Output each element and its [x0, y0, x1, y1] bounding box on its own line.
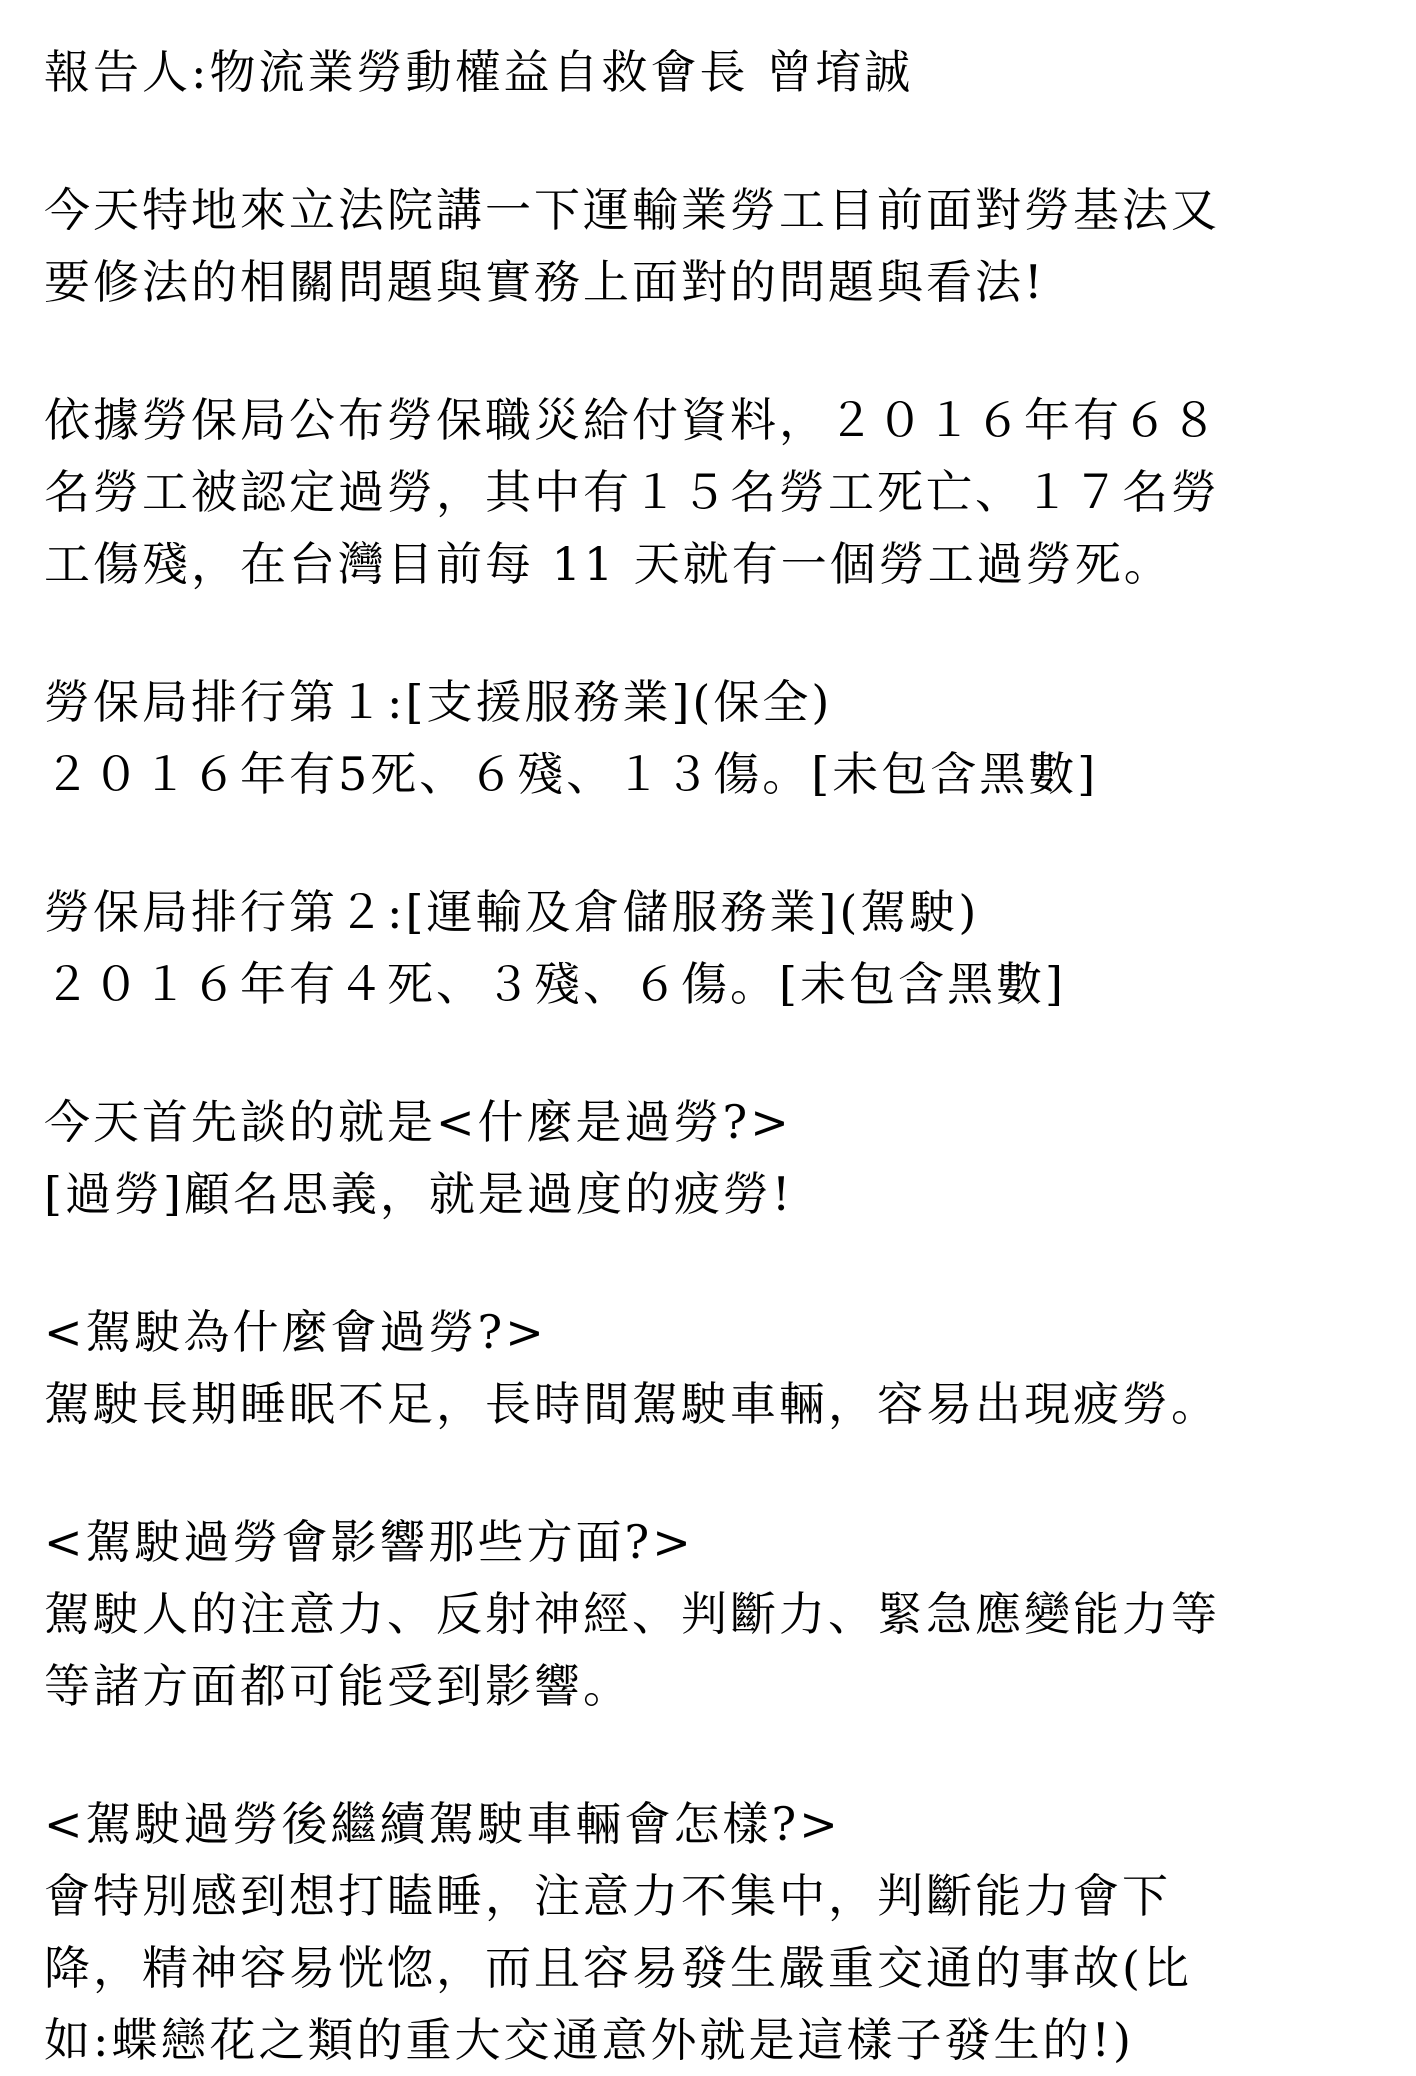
reporter-line: 報告人:物流業勞動權益自救會長 曾堉誠 [44, 45, 914, 99]
question-heading: <駕駛為什麼會過勞?> [44, 1305, 547, 1359]
document-page [44, 36, 1384, 2076]
rank1-heading: 勞保局排行第１:[支援服務業](保全) [44, 675, 833, 729]
reporter-paragraph [44, 36, 1384, 108]
statistics-line: 名勞工被認定過勞，其中有１５名勞工死亡、１７名勞 [44, 465, 1220, 519]
answer-line: 降，精神容易恍惚，而且容易發生嚴重交通的事故(比 [44, 1941, 1192, 1995]
answer-line: 駕駛長期睡眠不足，長時間駕駛車輛，容易出現疲勞。 [44, 1377, 1220, 1431]
rank1-paragraph [44, 666, 1384, 810]
affected-areas-paragraph [44, 1506, 1384, 1722]
rank1-figures: ２０１６年有5死、６殘、１３傷。[未包含黑數] [44, 747, 1099, 801]
question-heading: <駕駛過勞會影響那些方面?> [44, 1515, 694, 1569]
question-heading: <駕駛過勞後繼續駕駛車輛會怎樣?> [44, 1797, 841, 1851]
answer-line: 等諸方面都可能受到影響。 [44, 1659, 632, 1713]
why-drivers-paragraph [44, 1296, 1384, 1440]
statistics-line: 工傷殘，在台灣目前每 11 天就有一個勞工過勞死。 [44, 537, 1173, 591]
answer-line: [過勞]顧名思義，就是過度的疲勞! [44, 1167, 794, 1221]
intro-line: 今天特地來立法院講一下運輸業勞工目前面對勞基法又 [44, 183, 1220, 237]
statistics-paragraph [44, 384, 1384, 600]
answer-line: 會特別感到想打瞌睡，注意力不集中，判斷能力會下 [44, 1869, 1171, 1923]
rank2-figures: ２０１６年有４死、３殘、６傷。[未包含黑數] [44, 957, 1066, 1011]
question-heading: 今天首先談的就是<什麼是過勞?> [44, 1095, 792, 1149]
intro-paragraph [44, 174, 1384, 318]
intro-line: 要修法的相關問題與實務上面對的問題與看法! [44, 255, 1046, 309]
answer-line: 駕駛人的注意力、反射神經、判斷力、緊急應變能力等 [44, 1587, 1220, 1641]
answer-line: 如:蝶戀花之類的重大交通意外就是這樣子發生的!) [44, 2013, 1134, 2067]
rank2-heading: 勞保局排行第２:[運輸及倉儲服務業](駕駛) [44, 885, 980, 939]
rank2-paragraph [44, 876, 1384, 1020]
statistics-line: 依據勞保局公布勞保職災給付資料，２０１６年有６８ [44, 393, 1220, 447]
what-is-overwork-paragraph [44, 1086, 1384, 1230]
